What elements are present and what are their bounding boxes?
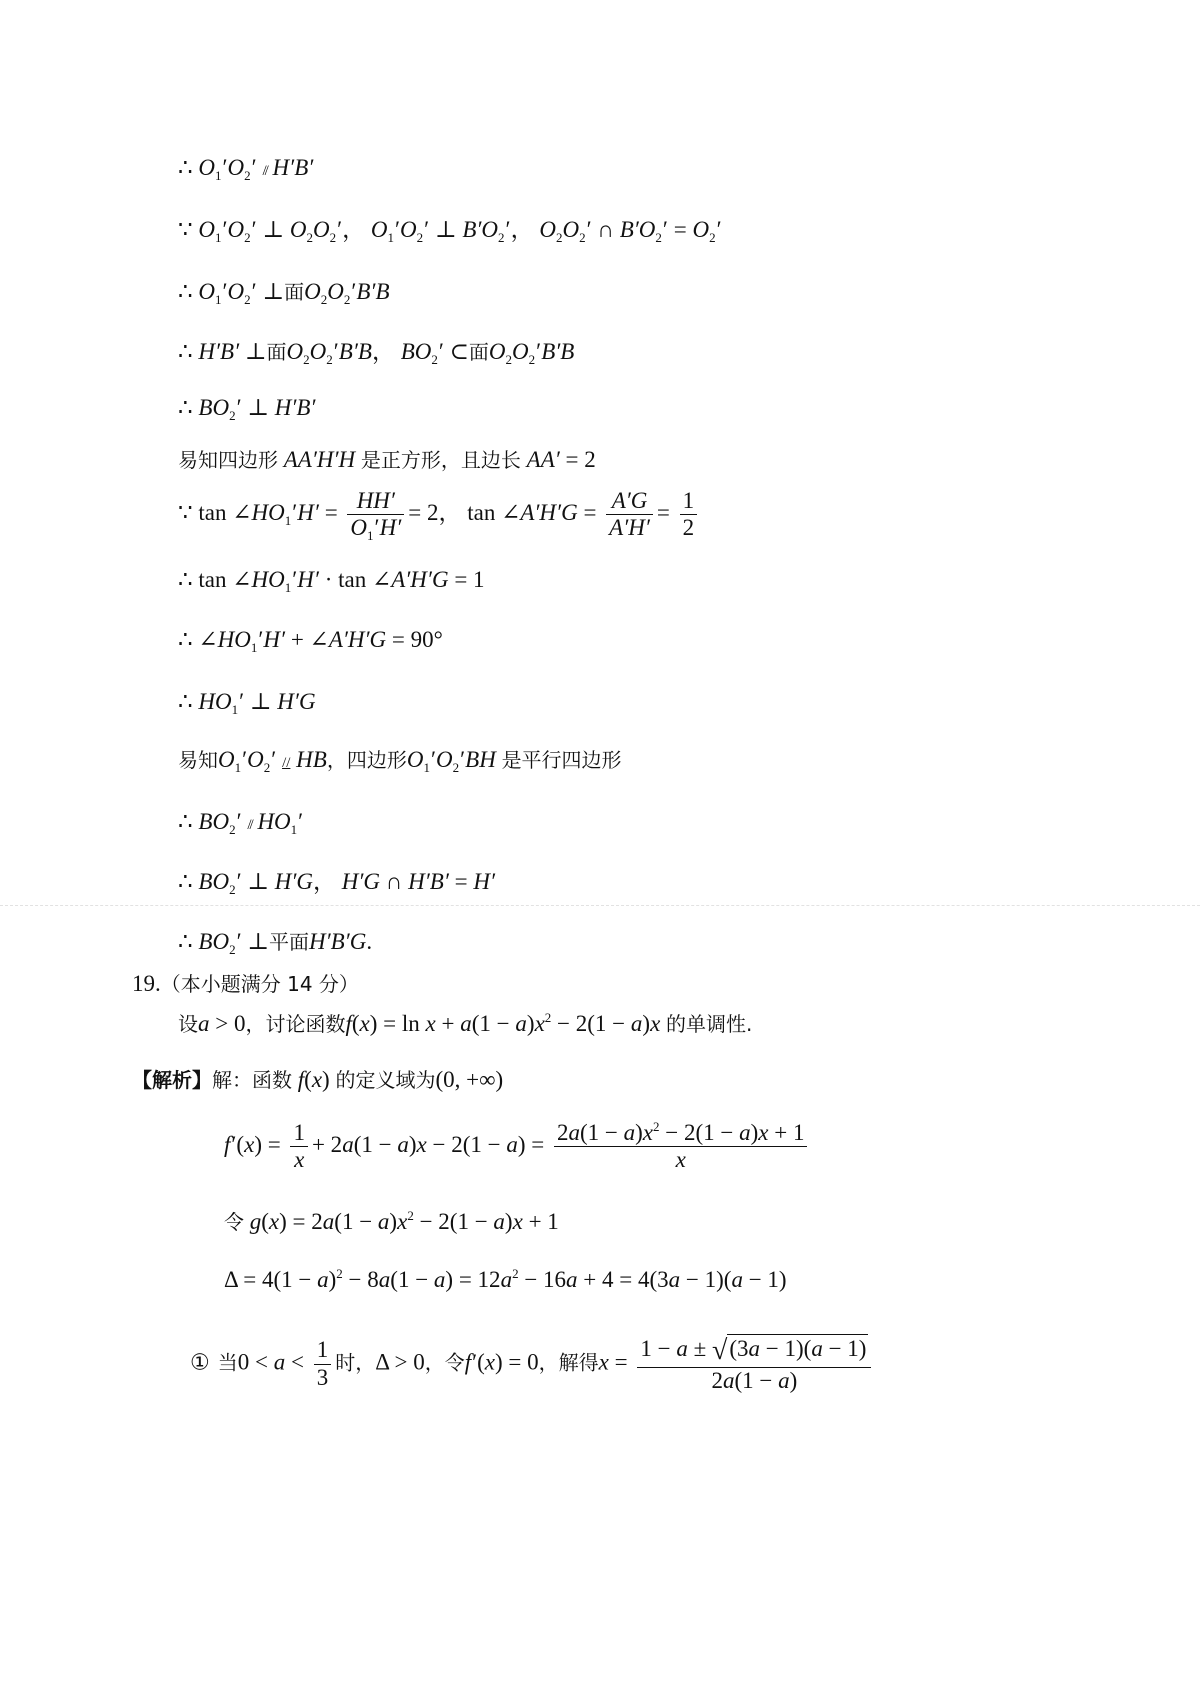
line-perp-5: ∴ $BO_2'$ ⊥ H′G， H′G ∩ H′B′ = H′: [178, 869, 496, 897]
square-text-2: 是正方形，且边长: [360, 448, 521, 472]
problem-mono-text: 的单调性.: [666, 1012, 753, 1036]
line-square: 易知四边形 AA′H′H 是正方形，且边长 AA′ = 2: [178, 447, 596, 472]
line-tangent-values: ∵ $\tan \angle HO_1'H'$ = $\frac{HH'}{O_1'H'}$ = 2， tan ∠A′H′G = $\frac{A'G}{A'H'}$ = $\frac{1}{2}$: [178, 488, 701, 542]
line-perp-3: ∴ $BO_2'$ ⊥ H′B′: [178, 395, 316, 423]
problem-number: 19.: [132, 971, 161, 996]
square-text-1: 易知四边形: [178, 448, 278, 472]
case-1-let-text: ，令: [424, 1350, 465, 1375]
g-definition: 令 $g(x) = 2a(1 - a)x^2 - 2(1 - a)x + 1$: [224, 1208, 559, 1234]
problem-points: （本小题满分 14 分）: [160, 972, 359, 996]
fraction: $\frac{1}{3}$: [314, 1337, 332, 1391]
line-parallelogram: 易知$O_1'O_2'$ // HB，四边形$O_1'O_2'BH$ 是平行四边形: [178, 747, 622, 775]
case-1-when-text: 当: [217, 1350, 238, 1375]
line-perp-conditions: ∵ $O_1'O_2'$ ⊥ $O_2O_2'$， $O_1'O_2'$ ⊥ $B'O_2'$， $O_2O_2'$ ∩ $B'O_2' = O_2'$: [178, 217, 722, 245]
fraction: $\frac{HH'}{O_1'H'}$: [347, 488, 404, 542]
derivative-equation: f′(x) = $\frac{1}{x}$ + 2a(1 − a)x − 2(1 − a) = $\frac{2a(1 - a)x^2 - 2(1 - a)x + 1}{x}$: [224, 1120, 811, 1174]
plane-text: 平面: [268, 930, 309, 954]
let-text: 令: [224, 1210, 244, 1234]
problem-set-text: 设: [178, 1012, 198, 1036]
problem-statement: 设a > 0，讨论函数$f(x) = \ln x + a(1 - a)x^2 - 2(1 - a)x$ 的单调性.: [178, 1010, 753, 1036]
line-parallel-1: ∴ $O_1'O_2' // H'B'$: [178, 155, 314, 183]
line-perp-plane-1: ∴ $O_1'O_2'$ ⊥面$O_2O_2'B'B$: [178, 279, 390, 307]
quad-text: ，四边形: [326, 748, 407, 772]
case-1-solve-text: ，解得: [538, 1350, 599, 1375]
line-parallel-2: ∴ $BO_2' // HO_1'$: [178, 809, 304, 837]
parallelogram-text: 是平行四边形: [501, 748, 622, 772]
discriminant-equation: $\Delta = 4(1 - a)^2 - 8a(1 - a) = 12a^2 - 16a + 4 = 4(3a - 1)(a - 1)$: [224, 1266, 787, 1292]
fraction: $\frac{1}{x}$: [290, 1120, 308, 1174]
line-angle-sum: ∴ $\angle HO_1'H'$ + ∠A′H′G = 90°: [178, 627, 443, 655]
analysis-domain-text: 的定义域为: [335, 1068, 436, 1092]
fraction: $\frac{A'G}{A'H'}$: [606, 488, 653, 542]
analysis-intro: 【解析】解：函数 f(x) 的定义域为(0, +∞): [132, 1067, 504, 1092]
face-char: 面: [284, 280, 305, 304]
case-1: ① 当0 < a < $\frac{1}{3}$ 时，Δ > 0，令f′(x) = 0，解得x = $\frac{1 - a \pm √(3a - 1)(a - 1)}{2a(1 - a)}$: [190, 1334, 875, 1395]
easy-know-text: 易知: [178, 748, 218, 772]
problem-19-header: [132, 972, 359, 995]
analysis-intro-text: 解：函数: [212, 1068, 292, 1092]
fraction: $\frac{1 - a \pm √(3a - 1)(a - 1)}{2a(1 - a)}$: [637, 1334, 871, 1395]
line-conclusion: ∴ $BO_2'$ ⊥平面H′B′G.: [178, 929, 373, 957]
face-char: 面: [468, 340, 489, 364]
problem-discuss-text: ，讨论函数: [245, 1012, 346, 1036]
fraction: $\frac{2a(1 - a)x^2 - 2(1 - a)x + 1}{x}$: [554, 1120, 808, 1174]
face-char: 面: [266, 340, 287, 364]
page-break: [0, 905, 1200, 906]
line-tangent-product: ∴ $\tan \angle HO_1'H' \cdot \tan$ ∠A′H′G = 1: [178, 567, 485, 595]
line-perp-4: ∴ $HO_1'$ ⊥ H′G: [178, 689, 316, 717]
case-1-marker: ①: [190, 1350, 210, 1376]
fraction: $\frac{1}{2}$: [680, 488, 698, 542]
case-1-time-text: 时，: [335, 1350, 376, 1375]
analysis-label: 【解析】: [132, 1068, 212, 1092]
line-perp-plane-2: ∴ H′B′ ⊥面$O_2O_2'B'B$， $BO_2'$ ⊂面$O_2O_2'B'B$: [178, 339, 575, 367]
